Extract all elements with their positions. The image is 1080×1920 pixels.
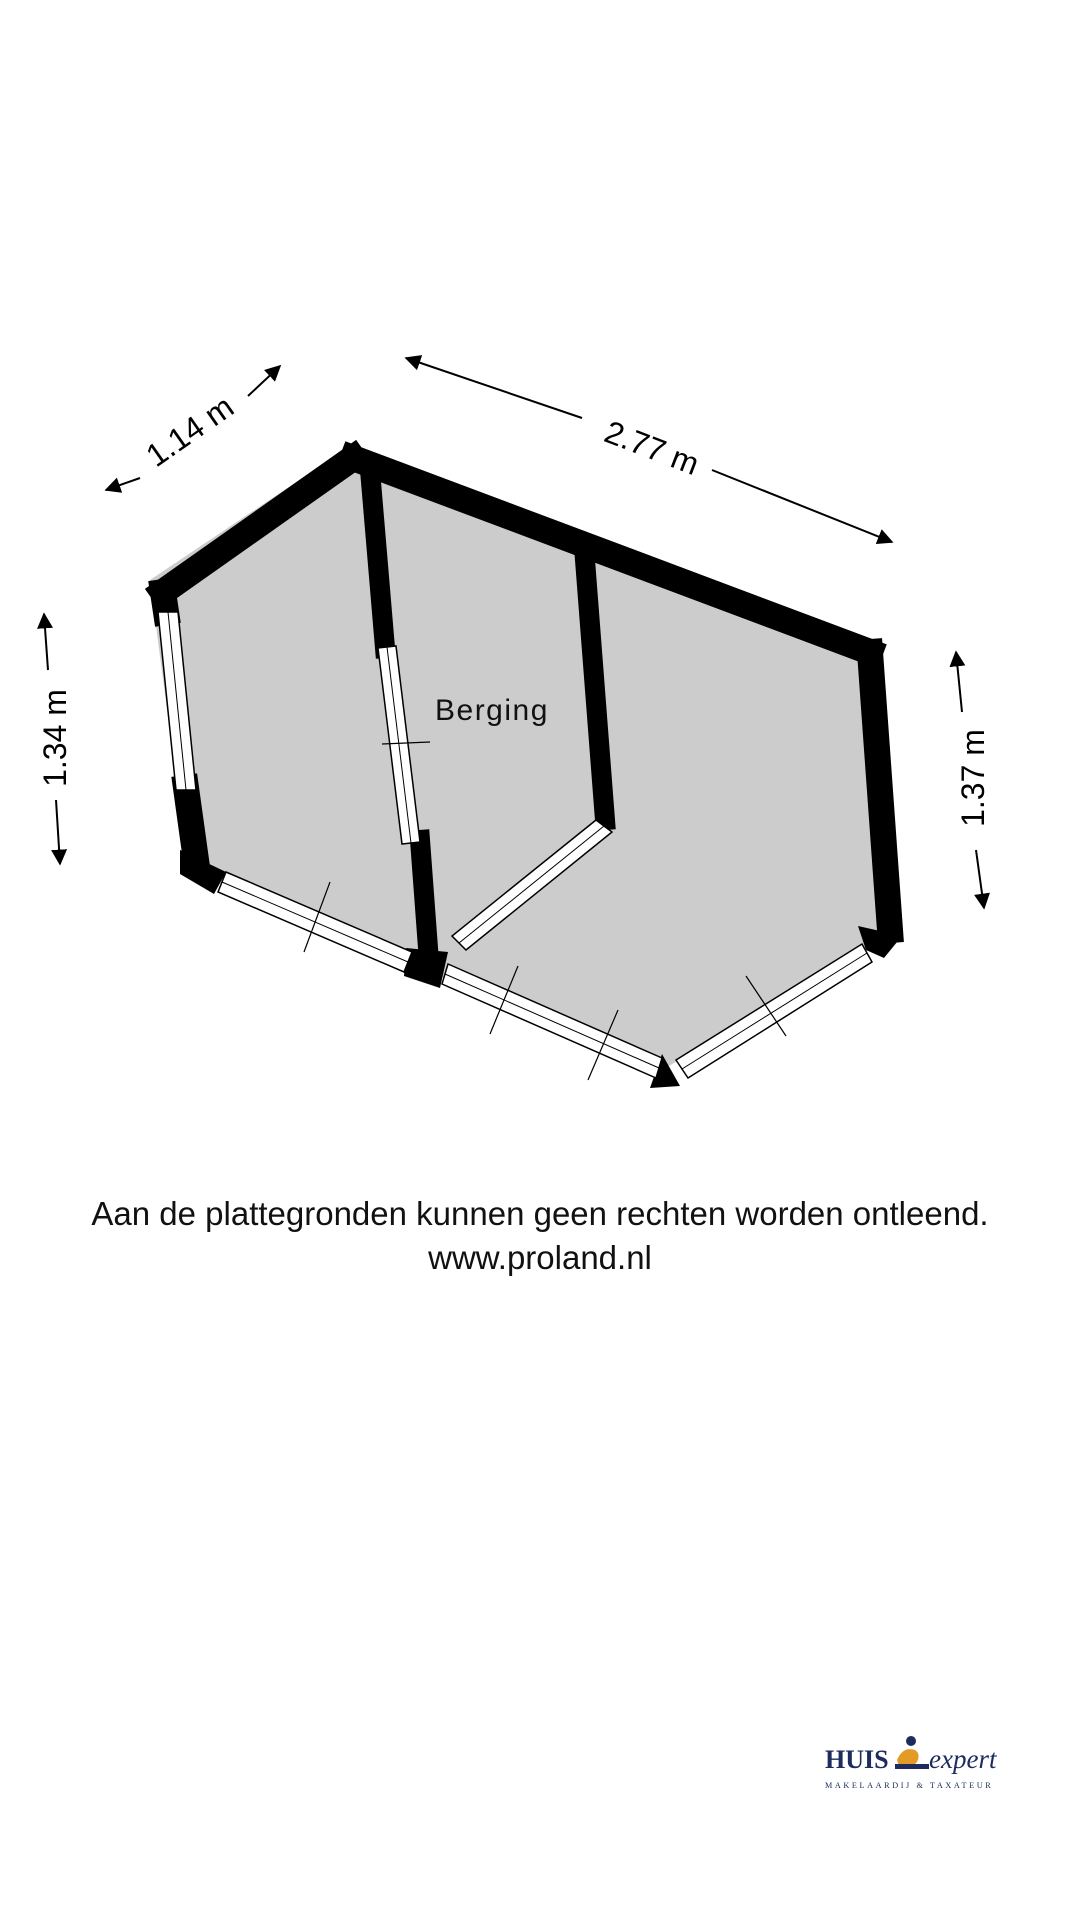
room-label: Berging (435, 694, 549, 727)
disclaimer (0, 1192, 1080, 1280)
dimension-label-top-right: 2.77 m (599, 413, 705, 483)
dimension-label-left: 1.34 m (37, 689, 73, 787)
logo-tagline: MAKELAARDIJ & TAXATEUR (825, 1781, 994, 1790)
dimension-label-right: 1.37 m (955, 729, 991, 827)
floor-area (150, 446, 898, 1070)
logo-brand-expert: expert (929, 1744, 997, 1774)
dimension-label-top-left: 1.14 m (139, 388, 241, 474)
logo-brand-huis: HUIS (825, 1745, 889, 1774)
huisexpert-logo (825, 1724, 1025, 1804)
logo-figure-icon (895, 1736, 929, 1769)
website-text: www.proland.nl (428, 1239, 652, 1276)
disclaimer-text: Aan de plattegronden kunnen geen rechten worden ontleend. (91, 1195, 989, 1232)
